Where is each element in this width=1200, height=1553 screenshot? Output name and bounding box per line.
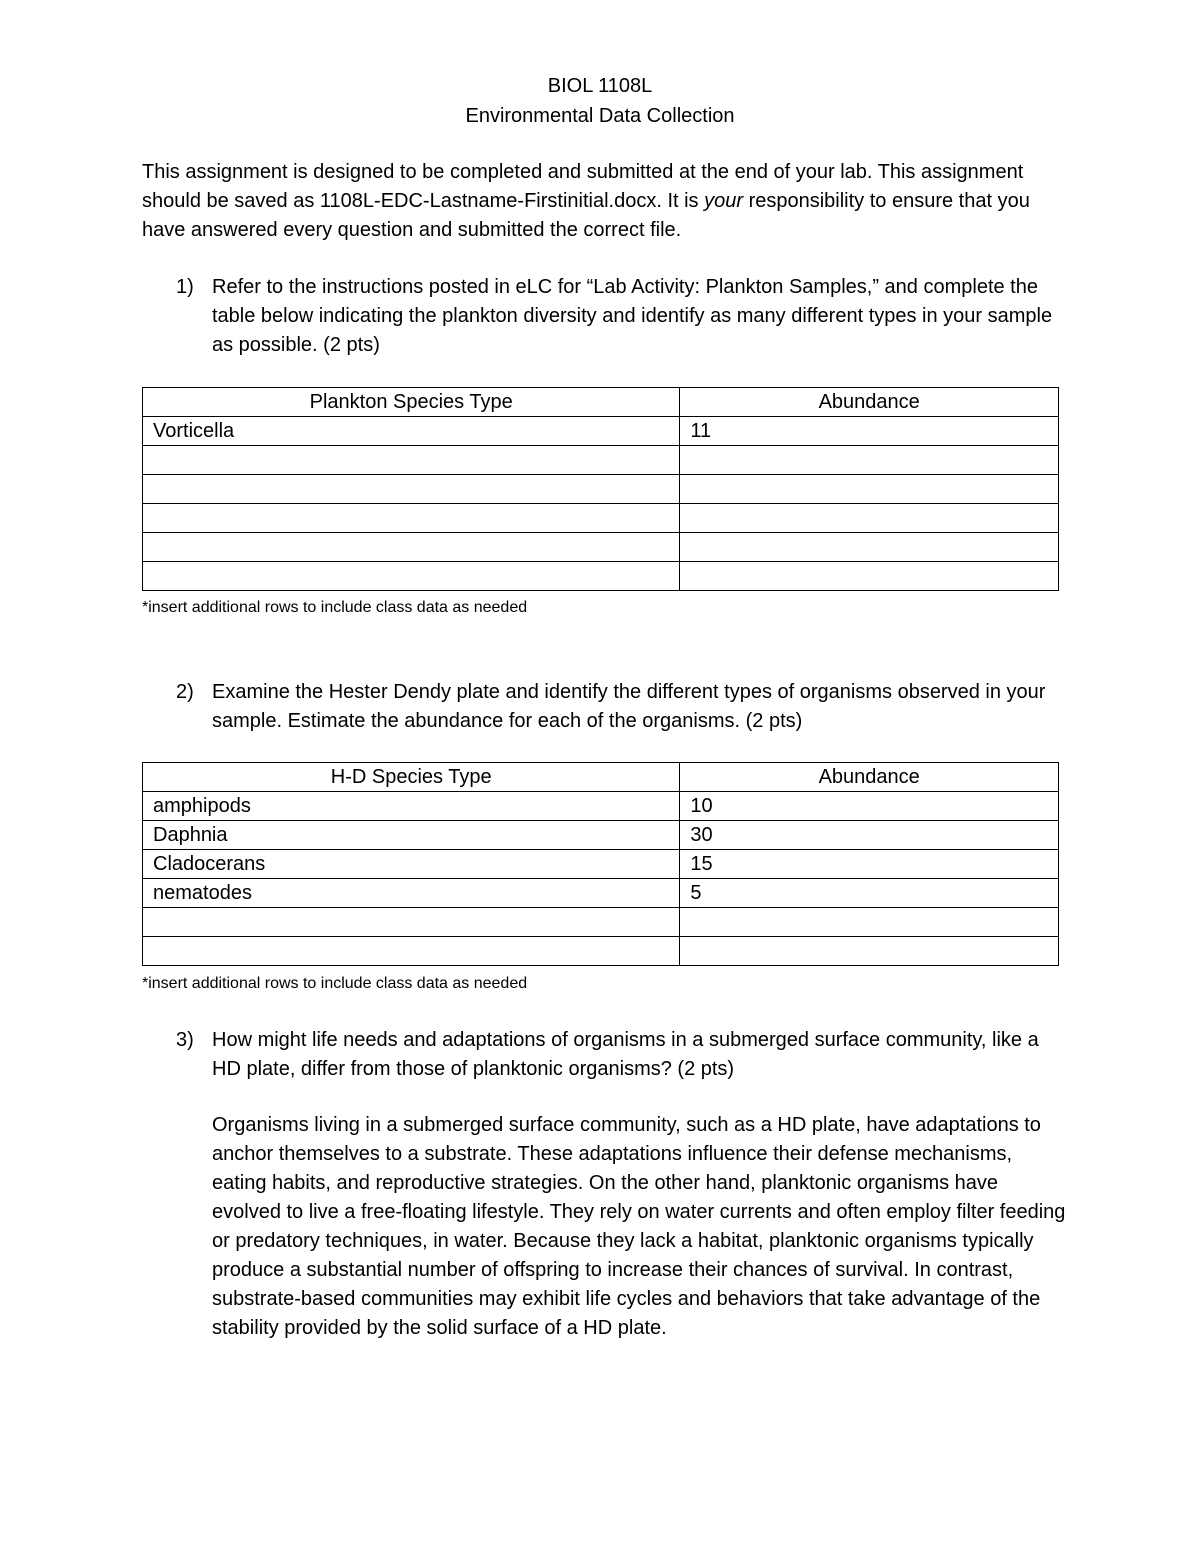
species-cell[interactable] <box>143 533 680 562</box>
table-header-row <box>143 763 1059 792</box>
document-title: Environmental Data Collection <box>465 105 735 127</box>
abundance-cell[interactable] <box>680 533 1059 562</box>
intro-emphasis: your <box>704 190 744 212</box>
plankton-table <box>142 387 1059 591</box>
table-row <box>143 562 1059 591</box>
table-row <box>143 533 1059 562</box>
intro-text-part2: responsibility to ensure that you have answered every question and submitted the correct file. <box>142 190 1030 241</box>
plankton-abundance-header: Abundance <box>680 388 1059 417</box>
abundance-cell[interactable]: 15 <box>680 850 1059 879</box>
table-row <box>143 850 1059 879</box>
species-cell[interactable] <box>143 475 680 504</box>
species-cell[interactable]: amphipods <box>143 792 680 821</box>
table-row <box>143 504 1059 533</box>
abundance-cell[interactable] <box>680 937 1059 966</box>
hd-abundance-header: Abundance <box>680 763 1059 792</box>
species-cell[interactable]: Cladocerans <box>143 850 680 879</box>
question-3-answer: Organisms living in a submerged surface community, such as a HD plate, have adaptations to anchor themselves to a substrate. These adaptations influence their defense mechanisms, eating habits, and reproductive strategies. On the other hand, planktonic organisms have evolved to live a free-floating lifestyle. They rely on water currents and often employ filter feeding or predatory techniques, in water. Because they lack a habitat, planktonic organisms typically produce a substantial number of offspring to increase their chances of survival. In contrast, substrate-based communities may exhibit life cycles and behaviors that take advantage of the stability provided by the solid surface of a HD plate. <box>212 1114 1066 1339</box>
species-cell[interactable] <box>143 908 680 937</box>
species-cell[interactable]: Vorticella <box>143 417 680 446</box>
question-2-number: 2) <box>176 681 194 703</box>
table-row <box>143 908 1059 937</box>
plankton-species-header: Plankton Species Type <box>143 388 680 417</box>
table-row <box>143 937 1059 966</box>
abundance-cell[interactable]: 5 <box>680 879 1059 908</box>
intro-paragraph <box>142 158 1072 245</box>
plankton-table-note: *insert additional rows to include class data as needed <box>142 599 528 616</box>
species-cell[interactable] <box>143 562 680 591</box>
hd-table-note: *insert additional rows to include class data as needed <box>142 975 528 992</box>
table-row <box>143 879 1059 908</box>
species-cell[interactable] <box>143 937 680 966</box>
abundance-cell[interactable] <box>680 562 1059 591</box>
hd-table <box>142 762 1059 966</box>
table-row <box>143 821 1059 850</box>
species-cell[interactable] <box>143 446 680 475</box>
species-cell[interactable]: Daphnia <box>143 821 680 850</box>
hd-species-header: H-D Species Type <box>143 763 680 792</box>
abundance-cell[interactable] <box>680 446 1059 475</box>
question-3 <box>142 1026 1072 1084</box>
question-1-text: Refer to the instructions posted in eLC for “Lab Activity: Plankton Samples,” and complete the table below indicating the plankton diversity and identify as many different types in your sample as possible. (2 pts) <box>212 276 1053 356</box>
table-row <box>143 417 1059 446</box>
table-header-row <box>143 388 1059 417</box>
table-row <box>143 446 1059 475</box>
table-row <box>143 475 1059 504</box>
abundance-cell[interactable]: 10 <box>680 792 1059 821</box>
abundance-cell[interactable]: 11 <box>680 417 1059 446</box>
abundance-cell[interactable] <box>680 504 1059 533</box>
abundance-cell[interactable]: 30 <box>680 821 1059 850</box>
question-1 <box>142 273 1072 360</box>
abundance-cell[interactable] <box>680 908 1059 937</box>
intro-text-part1: This assignment is designed to be completed and submitted at the end of your lab. This assignment should be saved as 1108L-EDC-Lastname-Firstinitial.docx. It is <box>142 161 1024 212</box>
question-3-number: 3) <box>176 1029 194 1051</box>
species-cell[interactable] <box>143 504 680 533</box>
abundance-cell[interactable] <box>680 475 1059 504</box>
question-1-number: 1) <box>176 276 194 298</box>
question-2 <box>142 678 1072 736</box>
course-code: BIOL 1108L <box>547 75 653 97</box>
question-3-text: How might life needs and adaptations of organisms in a submerged surface community, like a HD plate, differ from those of planktonic organisms? (2 pts) <box>212 1029 1039 1080</box>
table-row <box>143 792 1059 821</box>
species-cell[interactable]: nematodes <box>143 879 680 908</box>
question-2-text: Examine the Hester Dendy plate and identify the different types of organisms observed in your sample. Estimate the abundance for each of the organisms. (2 pts) <box>212 681 1046 732</box>
